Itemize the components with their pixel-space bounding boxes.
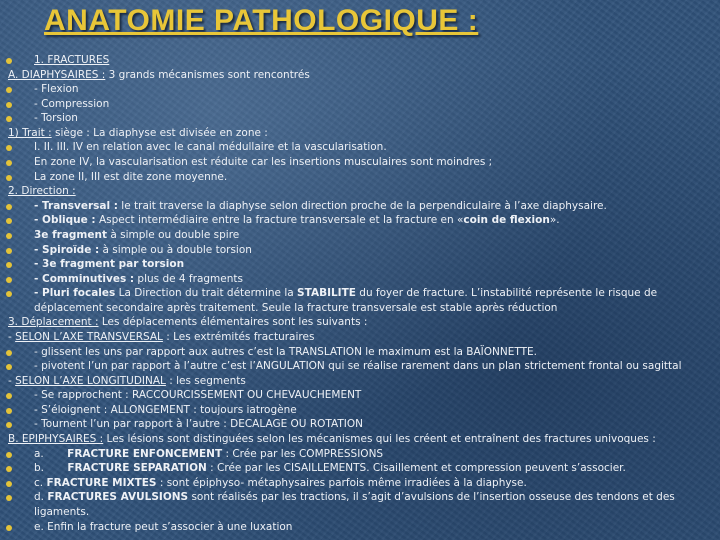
bullet-icon — [6, 204, 12, 210]
bullet-icon — [6, 452, 12, 458]
term-label: - Comminutives : — [34, 272, 135, 285]
line-text: I. II. III. IV en relation avec le canal médullaire et la vascularisation. — [34, 141, 387, 154]
list-item — [0, 199, 716, 214]
bullet-icon — [6, 481, 12, 487]
list-item — [0, 155, 716, 170]
slide-title: ANATOMIE PATHOLOGIQUE : — [44, 4, 479, 37]
line-text: - Torsion — [34, 112, 78, 125]
slide-body — [0, 53, 716, 534]
section-heading: 1. FRACTURES — [34, 54, 110, 66]
line-text: a. — [34, 447, 68, 460]
bullet-icon — [6, 102, 12, 108]
list-item — [0, 126, 716, 141]
section-heading: A. DIAPHYSAIRES : — [8, 68, 106, 81]
section-heading: 1) Trait : — [8, 126, 52, 139]
line-text: En zone IV, la vascularisation est réduite car les insertions musculaires sont moindres ; — [34, 156, 493, 169]
list-item — [0, 345, 716, 360]
line-text: ». — [549, 214, 560, 227]
section-heading: SELON L’AXE LONGITUDINAL — [15, 374, 166, 387]
list-item — [0, 388, 716, 403]
bullet-icon — [6, 495, 12, 501]
term-label: FRACTURE MIXTES — [46, 476, 157, 489]
bullet-icon — [6, 350, 12, 356]
line-text: : Les extrémités fracturaires — [162, 330, 315, 343]
list-item — [0, 111, 716, 126]
bullet-icon — [6, 277, 12, 283]
list-item — [0, 359, 716, 374]
list-item — [0, 447, 716, 462]
bullet-icon — [6, 422, 12, 428]
list-item — [0, 476, 716, 491]
line-text: - glissent les uns par rapport aux autres c’est la TRANSLATION le maximum est la BAÏONNETTE. — [34, 345, 538, 358]
line-text: ligaments. — [34, 505, 90, 518]
list-item — [0, 374, 716, 389]
line-text: d. — [34, 491, 48, 504]
line-text: Les déplacements élémentaires sont les suivants : — [98, 316, 368, 329]
bullet-icon — [6, 58, 12, 64]
bullet-icon — [6, 466, 12, 472]
section-heading: B. EPIPHYSAIRES : — [8, 433, 104, 446]
term-label: - 3e fragment par torsion — [34, 258, 185, 271]
list-item — [0, 243, 716, 258]
line-text: La zone II, III est dite zone moyenne. — [34, 170, 228, 183]
term-label: 3e fragment — [34, 228, 107, 241]
term-label: FRACTURE SEPARATION — [67, 462, 207, 475]
bullet-icon — [6, 160, 12, 166]
line-text: déplacement secondaire après traitement. Seule la fracture transversale est stable après réduction — [34, 301, 558, 314]
line-text: - pivotent l’un par rapport à l’autre c’est l’ANGULATION qui se réalise rarement dans un plan strictement frontal ou sagittal — [34, 360, 682, 373]
line-text: plus de 4 fragments — [134, 272, 243, 285]
bullet-icon — [6, 175, 12, 181]
bullet-icon — [6, 408, 12, 414]
line-text: Aspect intermédiaire entre la fracture transversale et la fracture en « — [95, 214, 464, 227]
list-item — [0, 213, 716, 228]
line-text: : Crée par les COMPRESSIONS — [222, 447, 384, 460]
line-text: : les segments — [165, 374, 246, 387]
term-label: - Transversal : — [34, 199, 118, 212]
list-item — [0, 170, 716, 185]
line-text: - Se rapprochent : RACCOURCISSEMENT OU CHEVAUCHEMENT — [34, 389, 362, 402]
line-text: La Direction du trait détermine la — [115, 287, 298, 300]
section-heading: SELON L’AXE TRANSVERSAL — [15, 330, 163, 343]
list-item — [0, 257, 716, 272]
line-text: - — [8, 330, 16, 343]
bullet-icon — [6, 364, 12, 370]
list-item-continuation — [0, 301, 716, 316]
line-text: le trait traverse la diaphyse selon direction proche de la perpendiculaire à l’axe diaphysaire. — [117, 199, 607, 212]
list-item — [0, 490, 716, 505]
line-text: : Crée par les CISAILLEMENTS. Cisaillement et compression peuvent s’associer. — [206, 462, 626, 475]
bullet-icon — [6, 145, 12, 151]
line-text: : sont épiphyso- métaphysaires parfois même irradiées à la diaphyse. — [156, 476, 527, 489]
list-item — [0, 330, 716, 345]
line-text: - S’éloignent : ALLONGEMENT : toujours iatrogène — [34, 403, 297, 416]
section-heading: 2. Direction : — [8, 185, 76, 198]
list-item-continuation — [0, 505, 716, 520]
line-text: du foyer de fracture. L’instabilité représente le risque de — [355, 287, 658, 300]
line-text: à simple ou double spire — [107, 228, 240, 241]
term-label: - Pluri focales — [34, 287, 116, 300]
term-label: STABILITE — [297, 287, 356, 300]
line-text: - — [8, 374, 16, 387]
list-item — [0, 68, 716, 83]
bullet-icon — [6, 393, 12, 399]
line-text: siège : La diaphyse est divisée en zone : — [51, 126, 268, 139]
line-text: sont réalisés par les tractions, il s’agit d’avulsions de l’insertion osseuse des tendons et des — [188, 491, 675, 504]
list-item — [0, 53, 716, 68]
list-item — [0, 184, 716, 199]
list-item — [0, 228, 716, 243]
term-label: coin de flexion — [463, 214, 550, 227]
bullet-icon — [6, 248, 12, 254]
bullet-icon — [6, 116, 12, 122]
list-item — [0, 97, 716, 112]
list-item — [0, 461, 716, 476]
list-item — [0, 432, 716, 447]
line-text: Les lésions sont distinguées selon les mécanismes qui les créent et entraînent des fractures univoques : — [103, 433, 656, 446]
list-item — [0, 403, 716, 418]
line-text: à simple ou à double torsion — [99, 243, 252, 256]
term-label: - Oblique : — [34, 214, 96, 227]
line-text: - Flexion — [34, 83, 79, 96]
term-label: FRACTURES AVULSIONS — [47, 491, 189, 504]
list-item — [0, 82, 716, 97]
list-item — [0, 272, 716, 287]
bullet-icon — [6, 291, 12, 297]
line-text: - Tournent l’un par rapport à l’autre : DECALAGE OU ROTATION — [34, 418, 363, 431]
list-item — [0, 417, 716, 432]
term-label: - Spiroïde : — [34, 243, 100, 256]
list-item — [0, 315, 716, 330]
list-item — [0, 140, 716, 155]
bullet-icon — [6, 262, 12, 268]
line-text: 3 grands mécanismes sont rencontrés — [105, 68, 310, 81]
bullet-icon — [6, 218, 12, 224]
bullet-icon — [6, 233, 12, 239]
term-label: FRACTURE ENFONCEMENT — [67, 447, 223, 460]
section-heading: 3. Déplacement : — [8, 316, 99, 329]
bullet-icon — [6, 87, 12, 93]
line-text: e. Enfin la fracture peut s’associer à une luxation — [34, 520, 293, 533]
line-text: b. — [34, 462, 68, 475]
line-text: c. — [34, 476, 47, 489]
bullet-icon — [6, 525, 12, 531]
list-item — [0, 286, 716, 301]
line-text: - Compression — [34, 97, 110, 110]
list-item — [0, 520, 716, 535]
